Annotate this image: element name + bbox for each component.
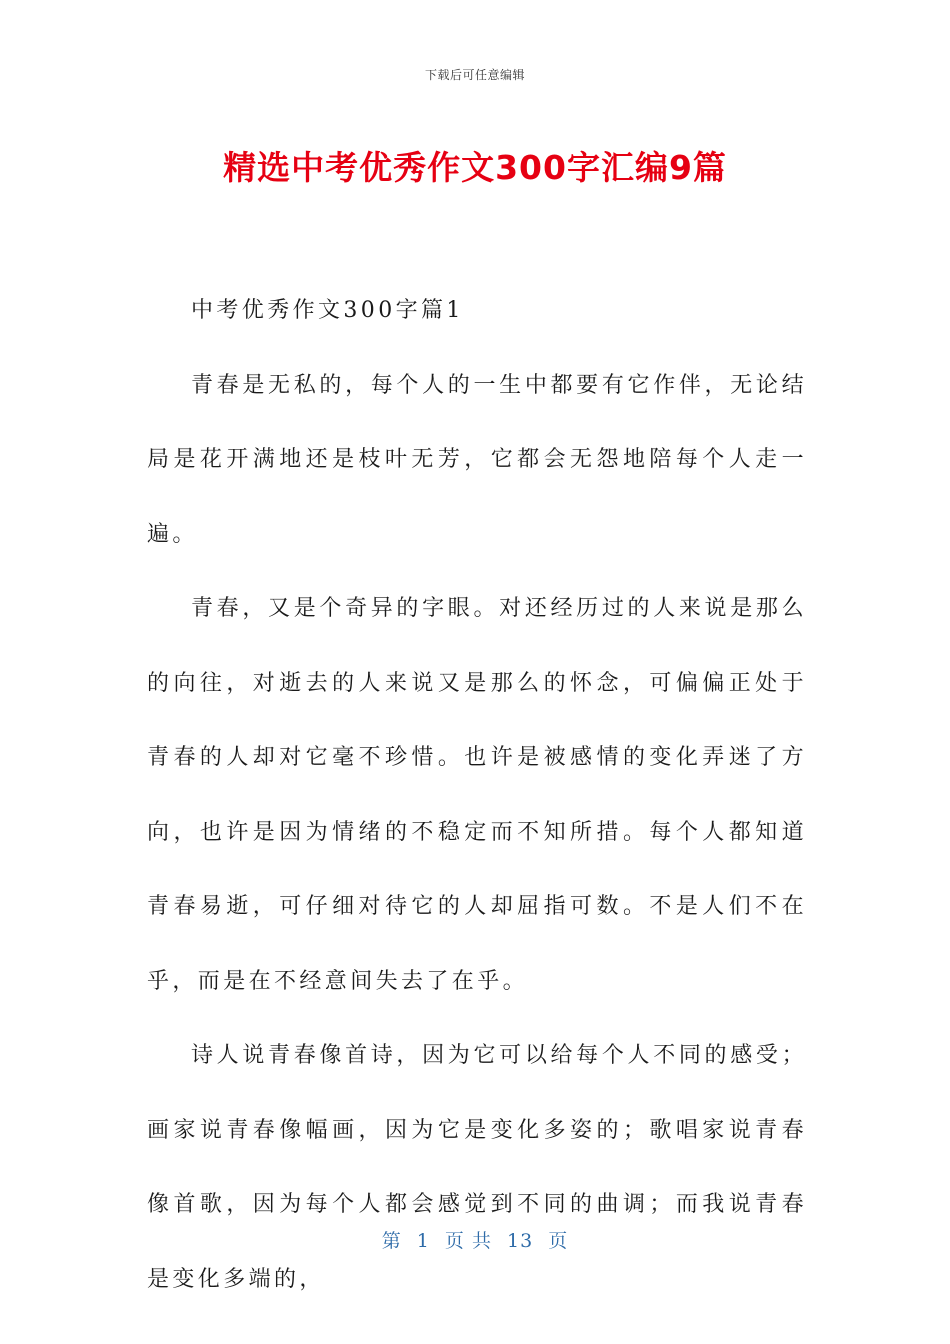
paragraph: 青春是无私的，每个人的一生中都要有它作伴，无论结局是花开满地还是枝叶无芳，它都会无怨地陪每个人走一遍。: [147, 372, 807, 547]
current-page-number: 1: [416, 1230, 430, 1252]
header-note: 下载后可任意编辑: [424, 68, 525, 82]
footer-suffix: 页: [548, 1230, 569, 1252]
paragraph: 诗人说青春像首诗，因为它可以给每个人不同的感受；画家说青春像幅画，因为它是变化多姿的；歌唱家说青春像首歌，因为每个人都会感觉到不同的曲调；而我说青春是变化多端的，: [147, 1043, 807, 1292]
footer-prefix: 第: [381, 1230, 402, 1252]
document-title: 精选中考优秀作文300字汇编9篇: [223, 148, 727, 187]
total-pages-number: 13: [507, 1230, 534, 1252]
document-body: [147, 274, 807, 1317]
section-heading: 中考优秀作文300字篇1: [191, 298, 464, 323]
page-footer: [0, 1226, 950, 1253]
paragraph: 青春，又是个奇异的字眼。对还经历过的人来说是那么的向往，对逝去的人来说又是那么的怀念，可偏偏正处于青春的人却对它毫不珍惜。也许是被感情的变化弄迷了方向，也许是因为情绪的不稳定而不知所措。每个人都知道青春易逝，可仔细对待它的人却屈指可数。不是人们不在乎，而是在不经意间失去了在乎。: [147, 596, 807, 994]
footer-middle: 页 共: [444, 1230, 492, 1252]
